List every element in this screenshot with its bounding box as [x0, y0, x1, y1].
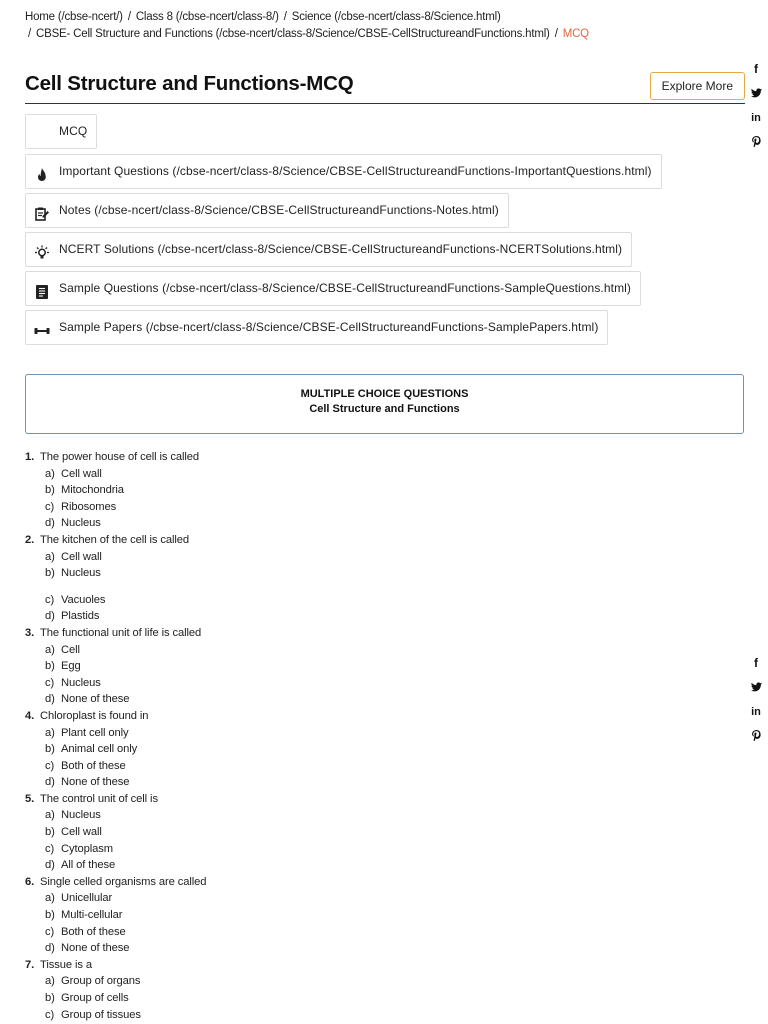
option-letter: a) — [45, 892, 55, 905]
question-text: Single celled organisms are called — [40, 875, 207, 888]
option-letter: b) — [45, 484, 55, 497]
link-sample-questions[interactable] — [25, 271, 641, 306]
pinterest-icon[interactable] — [746, 725, 766, 750]
option-text: Cell — [61, 643, 80, 656]
breadcrumb — [25, 9, 715, 43]
question — [25, 625, 445, 642]
answer-option — [25, 565, 445, 582]
question — [25, 532, 445, 549]
option-letter: b) — [45, 992, 55, 1004]
option-text: Cell wall — [61, 826, 102, 839]
question-number: 3. — [25, 626, 35, 639]
option-text: Both of these — [61, 925, 126, 938]
answer-option — [25, 675, 445, 692]
link-sample-papers[interactable] — [25, 310, 608, 345]
facebook-icon[interactable]: f — [754, 62, 758, 76]
answer-option — [25, 841, 445, 858]
option-letter: a) — [45, 975, 55, 988]
question-list — [25, 449, 445, 1023]
question-text: The kitchen of the cell is called — [40, 533, 190, 546]
breadcrumb-separator: / — [554, 28, 558, 40]
option-letter: a) — [45, 726, 55, 739]
mcq-header-subtitle: Cell Structure and Functions — [309, 403, 460, 415]
link-mcq[interactable] — [25, 114, 97, 149]
option-text: Ribosomes — [61, 500, 117, 513]
answer-option — [25, 499, 445, 516]
option-letter: c) — [45, 593, 55, 606]
option-letter: b) — [45, 660, 55, 673]
option-letter: c) — [45, 676, 55, 689]
answer-option — [25, 482, 445, 499]
question-number: 6. — [25, 875, 35, 888]
question-text: Tissue is a — [40, 958, 92, 971]
option-text: None of these — [61, 776, 130, 789]
question-text: The power house of cell is called — [40, 451, 200, 463]
link-ncert-solutions[interactable] — [25, 232, 632, 267]
option-text: Egg — [61, 660, 81, 673]
answer-option — [25, 1007, 445, 1024]
option-text: Group of tissues — [61, 1008, 141, 1021]
twitter-icon[interactable] — [746, 82, 766, 107]
dumbbell-icon — [34, 319, 50, 335]
option-text: Nucleus — [61, 517, 101, 530]
answer-option — [25, 990, 445, 1007]
question-number: 2. — [25, 533, 35, 546]
fire-icon — [34, 163, 50, 179]
link-label: Notes (/cbse-ncert/class-8/Science/CBSE-CellStructureandFunctions-Notes.html) — [59, 203, 499, 217]
option-text: Group of cells — [61, 992, 129, 1004]
link-label: NCERT Solutions (/cbse-ncert/class-8/Science/CBSE-CellStructureandFunctions-NCERTSolutions.html) — [59, 242, 623, 256]
link-important-questions[interactable] — [25, 154, 662, 189]
option-text: Animal cell only — [61, 743, 138, 756]
explore-more-button[interactable]: Explore More — [650, 72, 745, 100]
question — [25, 874, 445, 891]
option-text: Nucleus — [61, 567, 101, 580]
question-number: 5. — [25, 792, 35, 805]
question-number: 4. — [25, 709, 35, 722]
option-letter: d) — [45, 693, 55, 706]
social-share-bar — [746, 57, 766, 155]
option-letter: b) — [45, 743, 55, 756]
link-label: Sample Papers (/cbse-ncert/class-8/Science/CBSE-CellStructureandFunctions-SamplePapers.html) — [59, 320, 599, 334]
question — [25, 791, 445, 808]
answer-option — [25, 741, 445, 758]
lightbulb-icon — [34, 241, 50, 257]
answer-option — [25, 549, 445, 566]
answer-option — [25, 691, 445, 708]
breadcrumb-science[interactable]: Science (/cbse-ncert/class-8/Science.html) — [291, 11, 501, 23]
twitter-icon[interactable] — [746, 676, 766, 701]
option-letter: a) — [45, 809, 55, 822]
option-letter: d) — [45, 942, 55, 955]
answer-option — [25, 890, 445, 907]
option-letter: d) — [45, 776, 55, 789]
option-text: Cytoplasm — [61, 842, 113, 855]
question-number: 1. — [25, 451, 35, 463]
question-text: The functional unit of life is called — [40, 626, 202, 639]
question-text: The control unit of cell is — [40, 792, 158, 805]
mcq-header-title: MULTIPLE CHOICE QUESTIONS — [300, 388, 469, 400]
option-letter: c) — [45, 842, 55, 855]
answer-option — [25, 940, 445, 957]
spacer — [25, 582, 445, 592]
option-text: Mitochondria — [61, 484, 124, 497]
breadcrumb-separator: / — [283, 11, 287, 23]
answer-option — [25, 725, 445, 742]
answer-option — [25, 973, 445, 990]
answer-option — [25, 466, 445, 483]
option-letter: c) — [45, 500, 55, 513]
answer-option — [25, 824, 445, 841]
option-text: Cell wall — [61, 467, 102, 480]
breadcrumb-current: MCQ — [562, 28, 589, 40]
link-label: Important Questions (/cbse-ncert/class-8/Science/CBSE-CellStructureandFunctions-ImportantQuestions.html) — [59, 164, 652, 178]
answer-option — [25, 658, 445, 675]
option-text: Nucleus — [61, 676, 101, 689]
option-letter: b) — [45, 567, 55, 580]
option-letter: a) — [45, 467, 55, 480]
question-text: Chloroplast is found in — [40, 709, 149, 722]
option-text: Unicellular — [61, 892, 113, 905]
answer-option — [25, 642, 445, 659]
option-text: Cell wall — [61, 550, 102, 563]
option-letter: a) — [45, 643, 55, 656]
answer-option — [25, 907, 445, 924]
linkedin-icon[interactable]: in — [751, 112, 761, 124]
document-icon — [34, 280, 50, 296]
pinterest-icon[interactable] — [746, 131, 766, 156]
option-text: Multi-cellular — [61, 909, 123, 922]
breadcrumb-class-8[interactable]: Class 8 (/cbse-ncert/class-8/) — [135, 11, 279, 23]
question — [25, 957, 445, 974]
option-letter: b) — [45, 909, 55, 922]
option-letter: d) — [45, 610, 55, 623]
option-text: Plastids — [61, 610, 100, 623]
answer-option — [25, 608, 445, 625]
option-text: None of these — [61, 942, 130, 955]
question — [25, 449, 445, 466]
answer-option — [25, 857, 445, 874]
answer-option — [25, 924, 445, 941]
option-letter: a) — [45, 550, 55, 563]
option-text: None of these — [61, 693, 130, 706]
option-text: Both of these — [61, 759, 126, 772]
option-text: All of these — [61, 859, 116, 872]
breadcrumb-separator: / — [127, 11, 131, 23]
option-text: Nucleus — [61, 809, 101, 822]
option-letter: d) — [45, 859, 55, 872]
option-letter: c) — [45, 1008, 55, 1021]
option-letter: c) — [45, 759, 55, 772]
answer-option — [25, 515, 445, 532]
option-text: Vacuoles — [61, 593, 106, 606]
answer-option — [25, 592, 445, 609]
breadcrumb-chapter[interactable]: CBSE- Cell Structure and Functions (/cbse-ncert/class-8/Science/CBSE-CellStructureandFunctions.html) — [36, 28, 550, 40]
notes-icon — [34, 202, 50, 218]
option-letter: c) — [45, 925, 55, 938]
link-label: MCQ — [59, 124, 88, 138]
answer-option — [25, 807, 445, 824]
answer-option — [25, 758, 445, 775]
option-text: Plant cell only — [61, 726, 129, 739]
link-label: Sample Questions (/cbse-ncert/class-8/Science/CBSE-CellStructureandFunctions-SampleQuestions.html) — [59, 281, 632, 295]
option-text: Group of organs — [61, 975, 141, 988]
option-letter: d) — [45, 517, 55, 530]
linkedin-icon[interactable]: in — [751, 706, 761, 718]
answer-option — [25, 774, 445, 791]
social-share-bar — [746, 651, 766, 749]
facebook-icon[interactable]: f — [754, 656, 758, 670]
page-title: Cell Structure and Functions-MCQ — [25, 72, 354, 95]
mcq-header-box — [25, 374, 744, 434]
link-notes[interactable] — [25, 193, 509, 228]
question-number: 7. — [25, 958, 35, 971]
title-row — [25, 64, 745, 104]
question — [25, 708, 445, 725]
option-letter: b) — [45, 826, 55, 839]
breadcrumb-home[interactable]: Home (/cbse-ncert/) — [25, 11, 123, 23]
breadcrumb-separator: / — [28, 28, 31, 40]
